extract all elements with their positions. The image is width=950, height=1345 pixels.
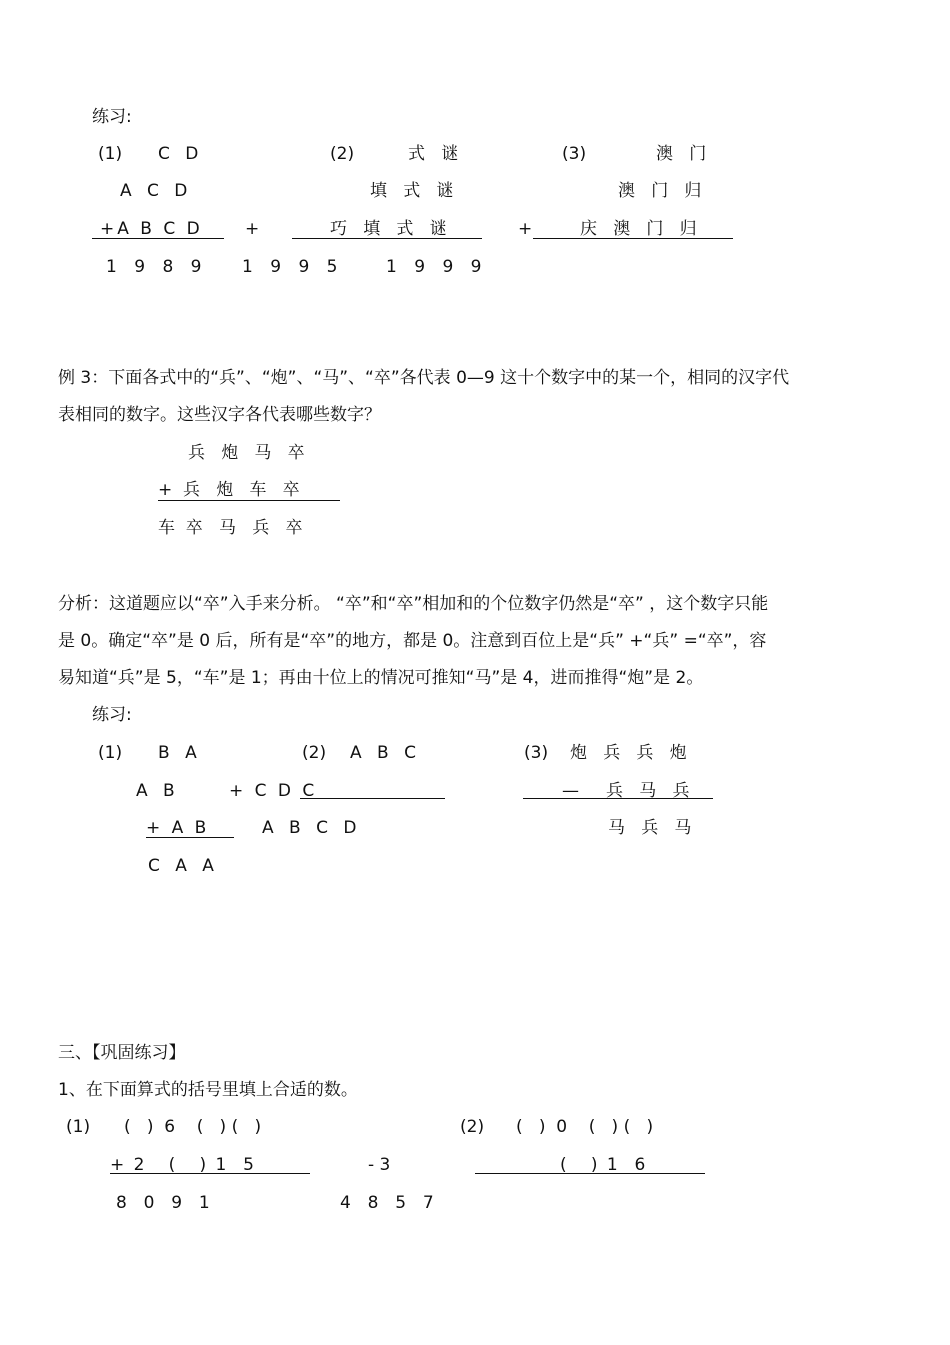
problem-row: 澳 门 (656, 144, 707, 164)
problem-row: + A B (146, 818, 210, 838)
problem-result: 1 9 9 5 (242, 257, 344, 277)
problem-label: (2) (460, 1117, 485, 1137)
problem-row: B A (158, 743, 202, 763)
problem-row: C D (158, 144, 204, 164)
sum-underline (300, 798, 445, 799)
problem-result: 1 9 9 9 (386, 257, 488, 277)
analysis-text: 分析：这道题应以“卒”入手来分析。 “卒”和“卒”相加和的个位数字仍然是“卒” ，这个数字只能 (58, 594, 769, 614)
problem-row: A C D (120, 181, 193, 201)
problem-row: 巧 填 式 谜 (330, 219, 447, 239)
problem-label: (1) (66, 1117, 91, 1137)
difference-underline (475, 1173, 705, 1174)
question-text: 1、在下面算式的括号里填上合适的数。 (58, 1080, 358, 1100)
sum-underline (110, 1173, 310, 1174)
problem-label: (2) (302, 743, 327, 763)
problem-result: 1 9 8 9 (106, 257, 208, 277)
problem-result: 4 8 5 7 (340, 1193, 436, 1213)
problem-label: (3) (524, 743, 549, 763)
sum-underline (92, 238, 224, 239)
plus-sign: + (518, 219, 533, 239)
problem-label: (1) (98, 743, 123, 763)
problem-row: A B (136, 781, 180, 801)
problem-row: ( ) 1 6 (560, 1155, 648, 1175)
problem-row: 庆 澳 门 归 (580, 219, 697, 239)
problem-row: A B C (350, 743, 421, 763)
problem-row: 澳 门 归 (618, 181, 702, 201)
sum-underline (146, 837, 234, 838)
plus-sign: + (245, 219, 260, 239)
analysis-text: 易知道“兵”是 5，“车”是 1；再由十位上的情况可推知“马”是 4，进而推得“炮”是 2。 (58, 668, 704, 688)
section-heading: 三、【巩固练习】 (58, 1043, 186, 1063)
problem-result: 马 兵 马 (608, 818, 692, 838)
analysis-text: 是 0。确定“卒”是 0 后，所有是“卒”的地方，都是 0。注意到百位上是“兵” +“兵” =“卒”，容 (58, 631, 767, 651)
problem-row: + 2 ( ) 1 5 (110, 1155, 256, 1175)
problem-row: +A B C D (100, 219, 203, 239)
problem-label: (2) (330, 144, 355, 164)
practice-title: 练习: (92, 107, 132, 127)
problem-row: — 兵 马 兵 (562, 781, 690, 801)
problem-row: 填 式 谜 (370, 181, 454, 201)
problem-row: 炮 兵 兵 炮 (570, 743, 687, 763)
problem-result: A B C D (262, 818, 362, 838)
problem-label: (1) (98, 144, 123, 164)
puzzle-row: + 兵 炮 车 卒 (158, 480, 300, 500)
sum-underline (292, 238, 482, 239)
minus-operand: - 3 (368, 1155, 391, 1175)
problem-row: ( ) 0 ( ) ( ) (516, 1117, 654, 1137)
example-text: 例 3：下面各式中的“兵”、“炮”、“马”、“卒”各代表 0—9 这十个数字中的某一个，相同的汉字代 (58, 368, 790, 388)
practice-title: 练习: (92, 705, 132, 725)
problem-row: 式 谜 (408, 144, 459, 164)
puzzle-row: 车 卒 马 兵 卒 (158, 518, 303, 538)
problem-result: C A A (148, 856, 219, 876)
sum-underline (158, 500, 340, 501)
problem-row: + C D C (229, 781, 318, 801)
sum-underline (533, 238, 733, 239)
example-text: 表相同的数字。这些汉字各代表哪些数字？ (58, 405, 381, 425)
problem-label: (3) (562, 144, 587, 164)
problem-result: 8 0 9 1 (116, 1193, 212, 1213)
problem-row: ( ) 6 ( ) ( ) (124, 1117, 262, 1137)
difference-underline (523, 798, 713, 799)
puzzle-row: 兵 炮 马 卒 (188, 443, 305, 463)
